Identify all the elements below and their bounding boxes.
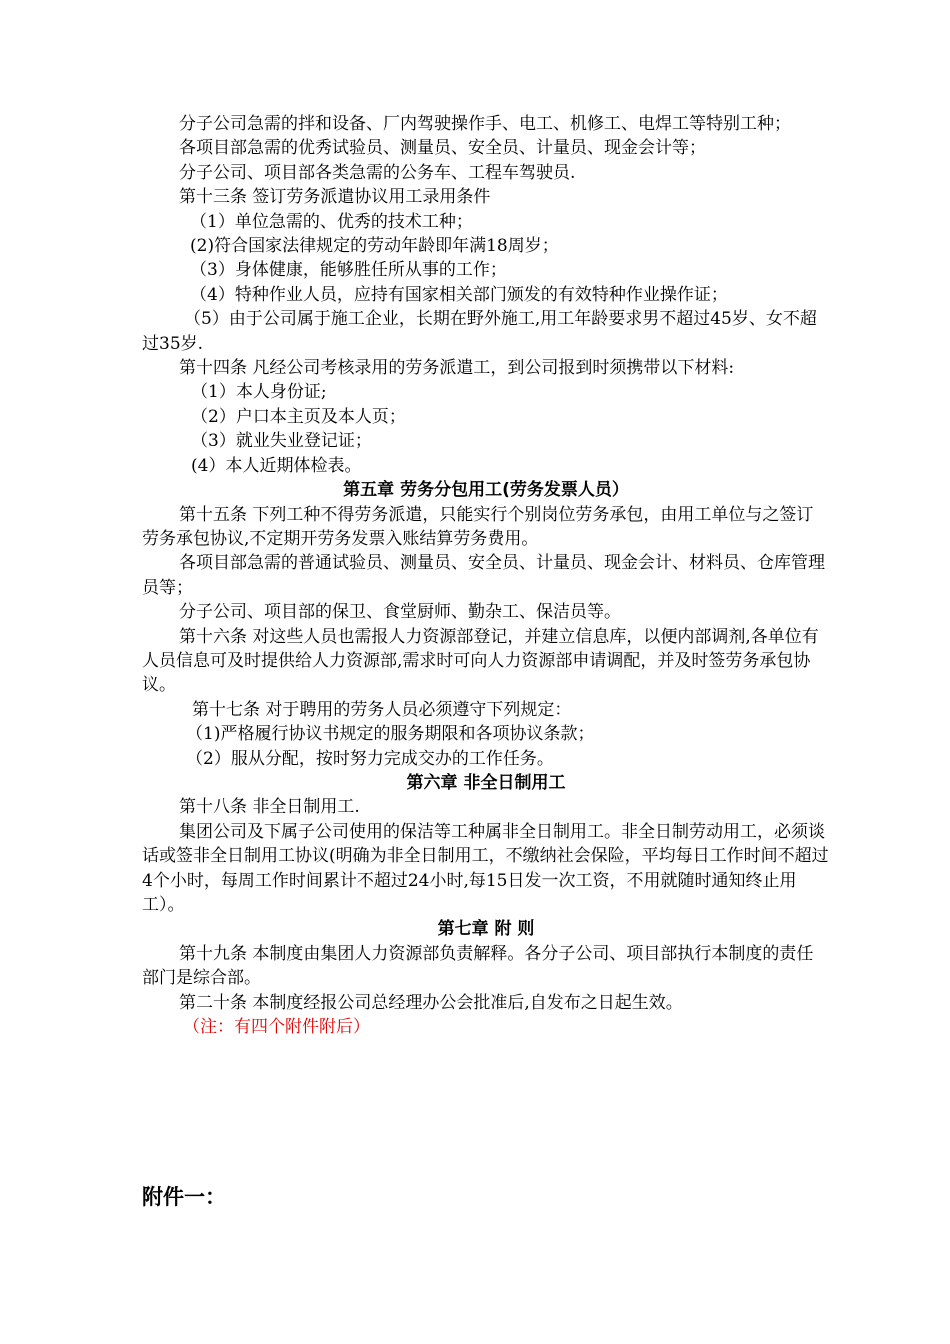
list-item: （4）特种作业人员，应持有国家相关部门颁发的有效特种作业操作证；: [190, 284, 728, 305]
list-item: （2）服从分配，按时努力完成交办的工作任务。: [186, 748, 554, 769]
paragraph: 各项目部急需的优秀试验员、测量员、安全员、计量员、现金会计等；: [179, 138, 706, 159]
list-item: （2）户口本主页及本人页；: [191, 406, 406, 427]
paragraph: 各项目部急需的普通试验员、测量员、安全员、计量员、现金会计、材料员、仓库管理员等；: [142, 553, 825, 598]
list-item: (4）本人近期体检表。: [191, 455, 362, 476]
paragraph: 分子公司、项目部的保卫、食堂厨师、勤杂工、保洁员等。: [179, 602, 621, 623]
attachment-note: （注：有四个附件附后）: [183, 1017, 370, 1038]
article-19: 第十九条 本制度由集团人力资源部负责解释。各分子公司、项目部执行本制度的责任部门是综合部。: [142, 943, 814, 989]
attachment-heading: 附件一：: [142, 1185, 226, 1209]
chapter-6-heading: 第六章 非全日制用工: [406, 772, 566, 793]
paragraph: 分子公司急需的拌和设备、厂内驾驶操作手、电工、机修工、电焊工等特别工种；: [179, 114, 791, 134]
chapter-7-heading: 第七章 附 则: [437, 919, 535, 940]
list-item: （3）就业失业登记证；: [191, 431, 372, 452]
paragraph: 集团公司及下属子公司使用的保洁等工种属非全日制用工。非全日制劳动用工，必须谈话或签非全日制用工协议(明确为非全日制用工，不缴纳社会保险，平均每日工作时间不超过4个小时，每周工作时间累计不超过24小时,每15日发一次工资，不用就随时通知终止用工）。: [142, 821, 829, 915]
article-14: 第十四条 凡经公司考核录用的劳务派遣工，到公司报到时须携带以下材料:: [179, 358, 735, 379]
list-item: （3）身体健康，能够胜任所从事的工作；: [190, 260, 507, 281]
article-15: 第十五条 下列工种不得劳务派遣，只能实行个别岗位劳务承包，由用工单位与之签订劳务承包协议,不定期开劳务发票入账结算劳务费用。: [142, 504, 814, 549]
article-20: 第二十条 本制度经报公司总经理办公会批准后,自发布之日起生效。: [179, 992, 683, 1013]
paragraph: 分子公司、项目部各类急需的公务车、工程车驾驶员.: [179, 162, 576, 183]
article-18: 第十八条 非全日制用工.: [179, 797, 360, 818]
document-body: [142, 112, 830, 1039]
chapter-5-heading: 第五章 劳务分包用工(劳务发票人员）: [343, 480, 629, 501]
list-item: （5）由于公司属于施工企业，长期在野外施工,用工年龄要求男不超过45岁、女不超过35岁.: [142, 309, 817, 354]
list-item: （1）单位急需的、优秀的技术工种；: [190, 211, 473, 232]
list-item: （1）本人身份证;: [191, 382, 327, 403]
article-17: 第十七条 对于聘用的劳务人员必须遵守下列规定：: [192, 699, 572, 720]
article-16: 第十六条 对这些人员也需报人力资源部登记，并建立信息库，以便内部调剂,各单位有人员信息可及时提供给人力资源部,需求时可向人力资源部申请调配，并及时签劳务承包协议。: [142, 626, 819, 696]
list-item: (2)符合国家法律规定的劳动年龄即年满18周岁；: [190, 236, 559, 257]
list-item: （1)严格履行协议书规定的服务期限和各项协议条款；: [186, 724, 595, 745]
article-13: 第十三条 签订劳务派遣协议用工录用条件: [179, 187, 491, 208]
